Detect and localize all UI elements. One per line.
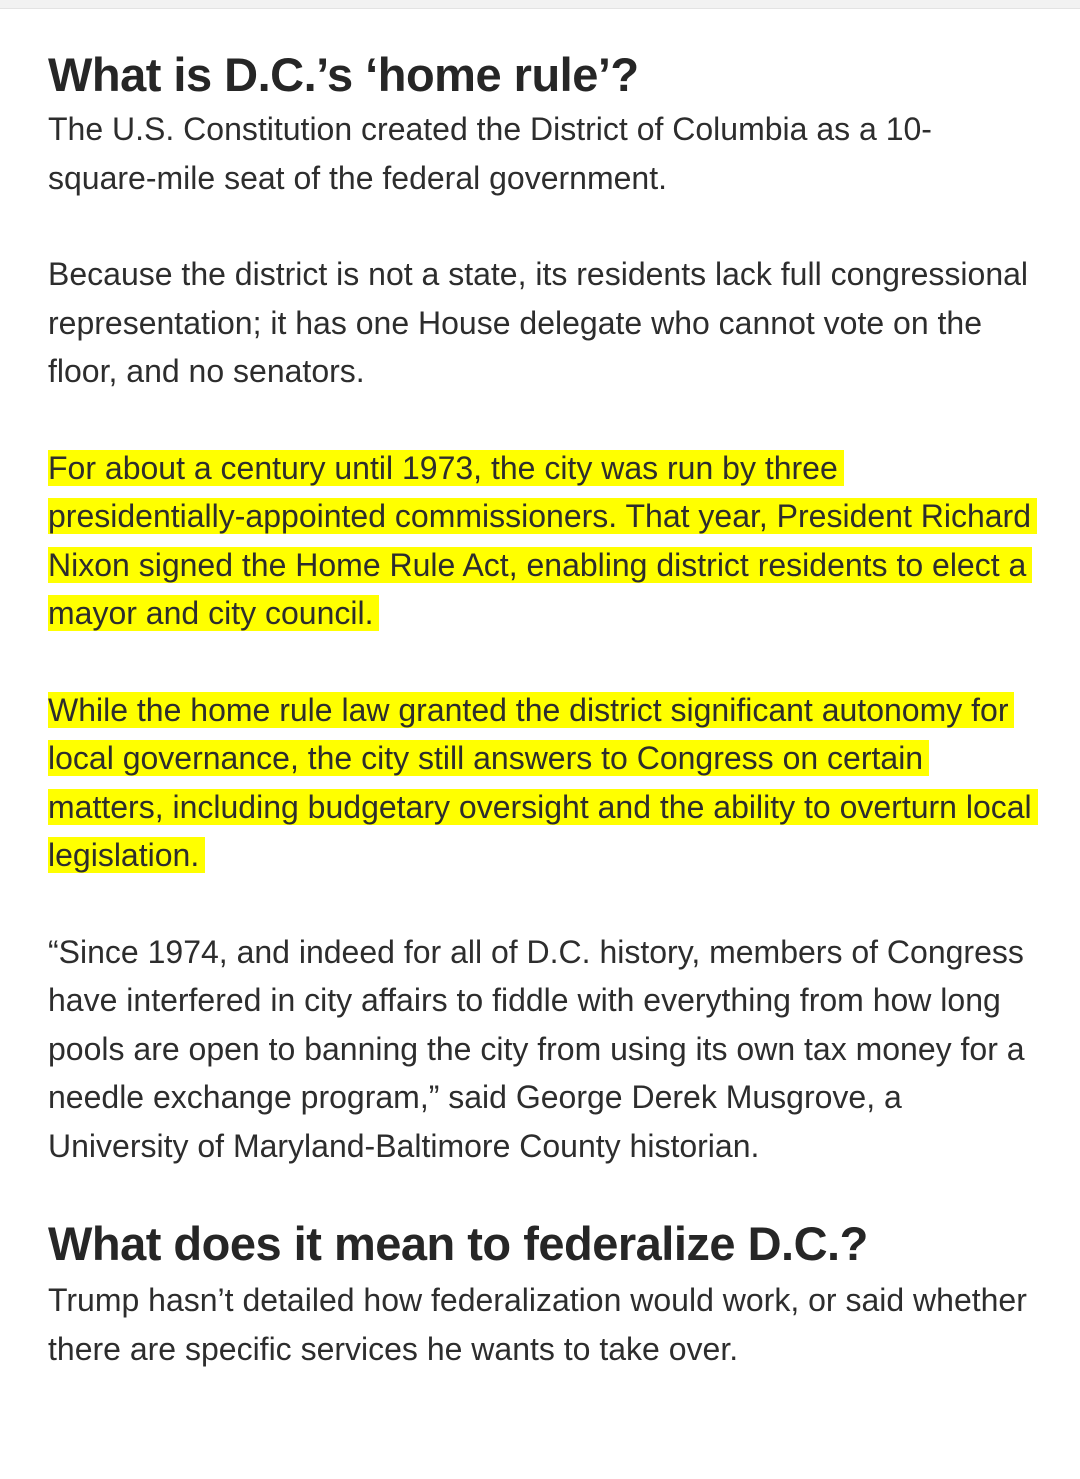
article-paragraph [48,250,1038,396]
paragraph-text: Trump hasn’t detailed how federalization would work, or said whether there are specific services he wants to take over. [48,1282,1027,1367]
article-paragraph-highlighted [48,444,1038,638]
article-paragraph [48,1276,1038,1373]
highlighted-text[interactable]: While the home rule law granted the district significant autonomy for local governance, the city still answers to Congress on certain matters, including budgetary oversight and the ability to overturn local legislation. [48,692,1038,874]
section-heading-home-rule: What is D.C.’s ‘home rule’? [48,48,639,101]
page [0,8,1080,1479]
article-paragraph-quote [48,928,1038,1171]
article-paragraph-highlighted [48,686,1038,880]
article-body [48,47,1038,1373]
article-paragraph [48,105,1038,202]
paragraph-text: The U.S. Constitution created the District of Columbia as a 10-square-mile seat of the federal government. [48,111,932,196]
paragraph-text: Because the district is not a state, its residents lack full congressional representation; it has one House delegate who cannot vote on the floor, and no senators. [48,256,1029,389]
paragraph-text: “Since 1974, and indeed for all of D.C. history, members of Congress have interfered in city affairs to fiddle with everything from how long pools are open to banning the city from using its own tax money for a needle exchange program,” said George Derek Musgrove, a University of Maryland-Baltimore County historian. [48,933,1025,1164]
section-heading-federalize: What does it mean to federalize D.C.? [48,1217,868,1270]
highlighted-text[interactable]: For about a century until 1973, the city was run by three presidentially-appointed commissioners. That year, President Richard Nixon signed the Home Rule Act, enabling district residents to elect a mayor and city council. [48,450,1037,632]
